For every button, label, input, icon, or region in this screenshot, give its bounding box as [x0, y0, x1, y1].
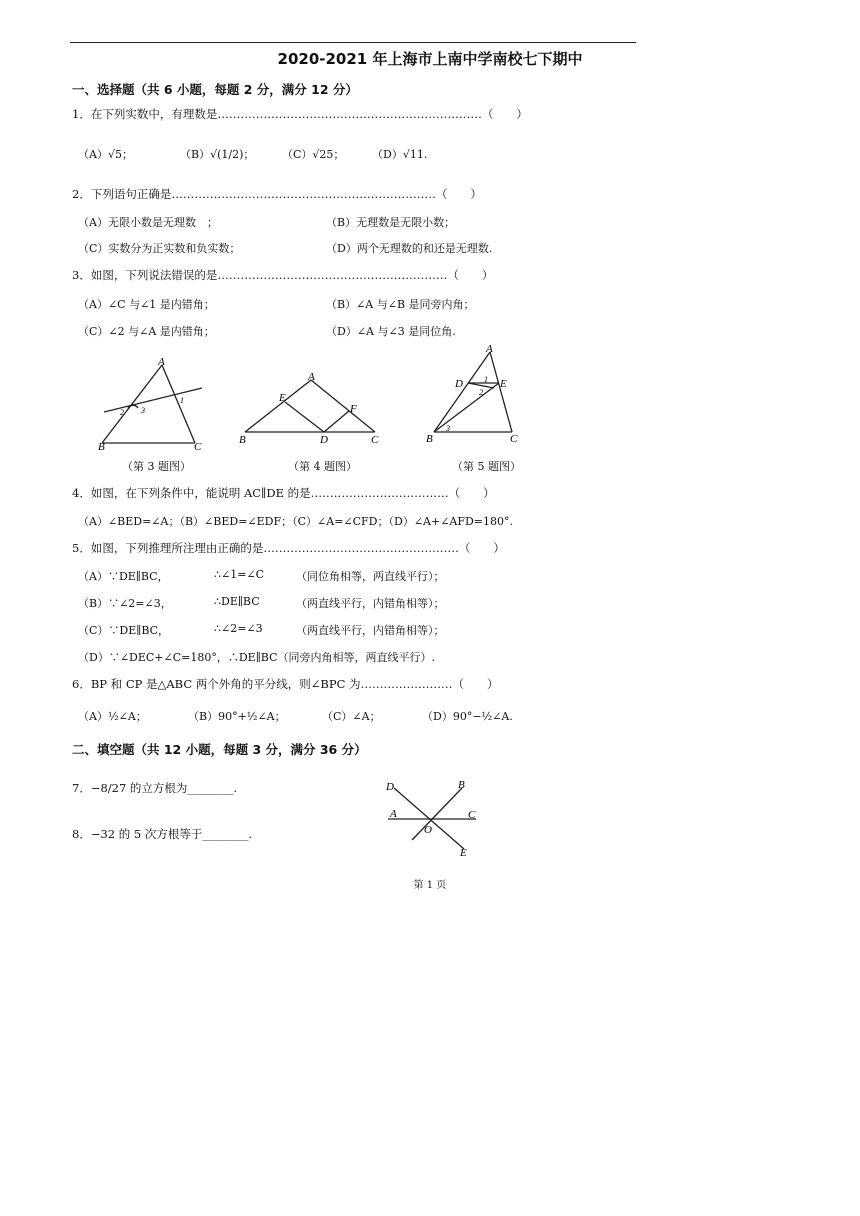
q5-stem: 5．如图，下列推理所注理由正确的是……………………………………………（ ） [72, 541, 505, 555]
section1-heading: 一、选择题（共 6 小题，每题 2 分，满分 12 分） [72, 82, 358, 97]
q6-option-d: （D）90°−½∠A. [422, 710, 513, 723]
svg-text:E: E [460, 847, 467, 859]
svg-text:C: C [194, 441, 202, 453]
svg-text:C: C [468, 809, 476, 821]
q3-option-b: （B）∠A 与∠B 是同旁内角； [326, 298, 475, 311]
q6-stem: 6．BP 和 CP 是△ABC 两个外角的平分线，则∠BPC 为……………………（ ） [72, 677, 499, 691]
svg-text:E: E [500, 378, 507, 390]
page-title: 2020-2021 年上海市上南中学南校七下期中 [277, 50, 583, 68]
svg-text:D: D [455, 378, 463, 390]
q2-option-c: （C）实数分为正实数和负实数； [78, 242, 241, 255]
figure-q3-caption: （第 3 题图） [122, 460, 191, 473]
q8-text: 8．−32 的 5 次方根等于________. [72, 827, 253, 841]
figure-q8 [380, 774, 490, 860]
q2-stem: 2．下列语句正确是……………………………………………………………（ ） [72, 187, 482, 201]
q5-b-reason: （两直线平行，内错角相等）； [296, 597, 445, 610]
svg-text:3: 3 [446, 424, 450, 433]
q4-stem: 4．如图，在下列条件中，能说明 AC∥DE 的是………………………………（ ） [72, 486, 495, 500]
q3-option-a: （A）∠C 与∠1 是内错角； [78, 298, 215, 311]
q3-option-d: （D）∠A 与∠3 是同位角. [326, 325, 456, 338]
q5-b-premise: （B）∵∠2=∠3， [78, 597, 172, 610]
svg-text:B: B [426, 433, 433, 445]
q2-option-d: （D）两个无理数的和还是无理数. [326, 242, 493, 255]
q1-stem: 1．在下列实数中，有理数是……………………………………………………………（ ） [72, 107, 528, 121]
svg-text:E: E [279, 392, 286, 404]
figure-q4-caption: （第 4 题图） [288, 460, 357, 473]
section2-heading: 二、填空题（共 12 小题，每题 3 分，满分 36 分） [72, 742, 367, 757]
q5-option-d: （D）∵∠DEC+∠C=180°，∴DE∥BC（同旁内角相等，两直线平行）. [78, 651, 435, 664]
q2-option-b: （B）无理数是无限小数； [326, 216, 456, 229]
header-rule [70, 42, 636, 43]
q1-option-a: （A）√5； [78, 148, 133, 161]
page-number: 第 1 页 [413, 880, 447, 891]
q7-text: 7．−8/27 的立方根为________. [72, 781, 238, 795]
svg-text:B: B [239, 434, 246, 446]
q2-option-a: （A）无限小数是无理数 ； [78, 216, 218, 229]
svg-text:A: A [390, 808, 397, 820]
svg-text:D: D [320, 434, 328, 446]
q1-option-c: （C）√25； [282, 148, 345, 161]
q5-a-reason: （同位角相等，两直线平行）； [296, 570, 445, 583]
q5-c-reason: （两直线平行，内错角相等）； [296, 624, 445, 637]
q3-option-c: （C）∠2 与∠A 是内错角； [78, 325, 215, 338]
svg-text:2: 2 [120, 408, 124, 417]
q5-a-premise: （A）∵DE∥BC， [78, 570, 169, 583]
svg-text:D: D [386, 781, 394, 793]
q1-option-d: （D）√11. [372, 148, 428, 161]
figure-q3 [90, 355, 220, 455]
svg-text:3: 3 [141, 406, 145, 415]
svg-text:A: A [486, 343, 493, 355]
q3-stem: 3．如图，下列说法错误的是……………………………………………………（ ） [72, 268, 494, 282]
q6-option-b: （B）90°+½∠A； [188, 710, 286, 723]
svg-text:A: A [158, 356, 165, 368]
q6-option-a: （A）½∠A； [78, 710, 147, 723]
q1-option-b: （B）√(1/2)； [180, 148, 255, 161]
svg-text:A: A [308, 371, 315, 383]
svg-text:1: 1 [180, 396, 184, 405]
svg-text:1: 1 [484, 375, 488, 384]
svg-text:C: C [371, 434, 379, 446]
q5-a-conclusion: ∴∠1=∠C [214, 568, 265, 581]
q4-options: （A）∠BED=∠A；（B）∠BED=∠EDF；（C）∠A=∠CFD；（D）∠A+∠AFD=180°. [78, 515, 514, 528]
figure-q5 [422, 342, 532, 447]
svg-text:B: B [458, 779, 465, 791]
q6-option-c: （C）∠A； [322, 710, 381, 723]
q5-c-premise: （C）∵DE∥BC， [78, 624, 170, 637]
q5-b-conclusion: ∴DE∥BC [214, 595, 260, 608]
svg-text:B: B [98, 441, 105, 453]
svg-text:O: O [424, 824, 432, 836]
figure-q4 [235, 370, 385, 450]
svg-text:F: F [350, 403, 357, 415]
svg-text:C: C [510, 433, 518, 445]
q5-c-conclusion: ∴∠2=∠3 [214, 622, 263, 635]
svg-text:2: 2 [479, 388, 483, 397]
figure-q5-caption: （第 5 题图） [452, 460, 521, 473]
